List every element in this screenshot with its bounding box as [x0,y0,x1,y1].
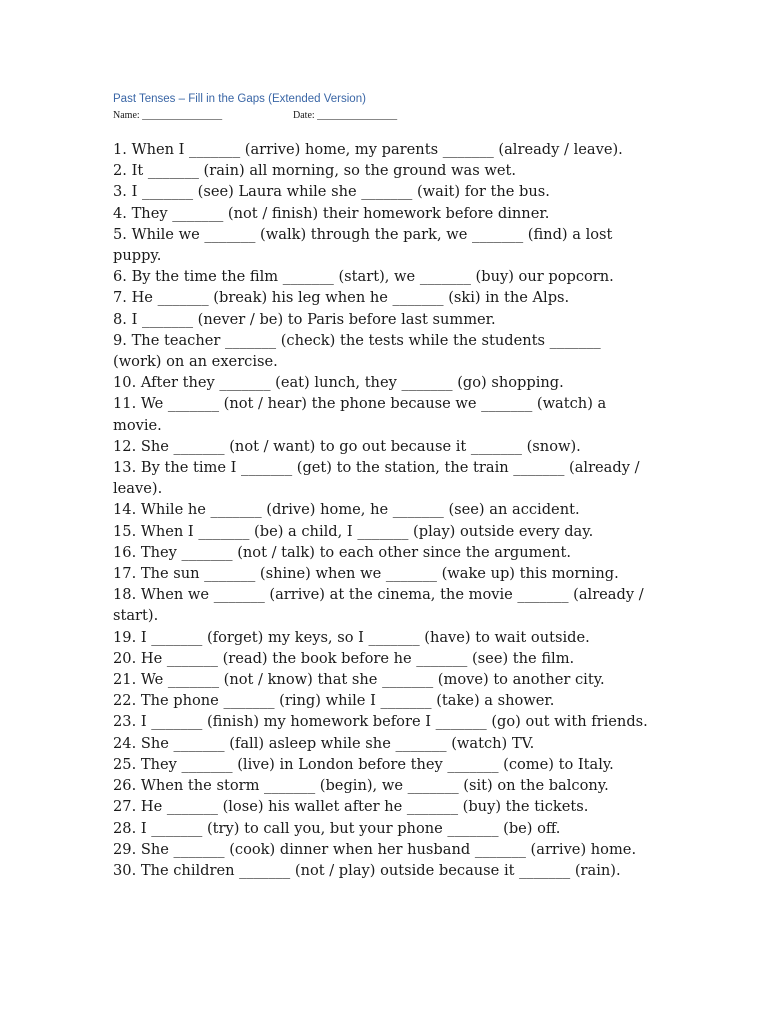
exercise-item: 29. She _______ (cook) dinner when her husband _______ (arrive) home. [113,840,637,858]
exercise-item: 19. I _______ (forget) my keys, so I _______ (have) to wait outside. [113,628,590,646]
exercise-item: 24. She _______ (fall) asleep while she _______ (watch) TV. [113,734,535,752]
exercise-item: 21. We _______ (not / know) that she _______ (move) to another city. [113,671,605,689]
document-title: Past Tenses – Fill in the Gaps (Extended Version) [113,93,366,105]
exercise-item: 8. I _______ (never / be) to Paris before last summer. [113,310,496,328]
exercise-item: 25. They _______ (live) in London before they _______ (come) to Italy. [113,755,614,773]
exercise-item: 14. While he _______ (drive) home, he _______ (see) an accident. [113,501,580,519]
exercise-item: 12. She _______ (not / want) to go out because it _______ (snow). [113,437,581,455]
exercise-item: 22. The phone _______ (ring) while I _______ (take) a shower. [113,692,555,710]
exercise-item: 27. He _______ (lose) his wallet after he _______ (buy) the tickets. [113,798,589,816]
exercise-item: 9. The teacher _______ (check) the tests while the students _______ (work) on an exercise. [113,331,601,371]
exercise-item: 23. I _______ (finish) my homework before I _______ (go) out with friends. [113,713,648,731]
exercise-item: 5. While we _______ (walk) through the park, we _______ (find) a lost puppy. [113,225,613,265]
exercise-item: 28. I _______ (try) to call you, but your phone _______ (be) off. [113,819,561,837]
exercise-item: 7. He _______ (break) his leg when he _______ (ski) in the Alps. [113,289,570,307]
exercise-item: 13. By the time I _______ (get) to the station, the train _______ (already / leave). [113,459,640,498]
exercise-item: 2. It _______ (rain) all morning, so the ground was wet. [113,162,516,180]
exercise-item: 1. When I _______ (arrive) home, my parents _______ (already / leave). [113,141,623,158]
exercise-item: 26. When the storm _______ (begin), we _______ (sit) on the balcony. [113,777,609,795]
exercise-item: 11. We _______ (not / hear) the phone because we _______ (watch) a movie. [113,395,607,434]
name-date-row [113,110,398,121]
exercise-item: 10. After they _______ (eat) lunch, they _______ (go) shopping. [113,374,564,392]
date-field: Date: ________________ [293,110,398,121]
exercise-list [113,139,653,881]
exercise-item: 30. The children _______ (not / play) outside because it _______ (rain). [113,861,621,879]
exercise-item: 15. When I _______ (be) a child, I _______ (play) outside every day. [113,522,594,540]
exercise-item: 20. He _______ (read) the book before he _______ (see) the film. [113,649,575,667]
exercise-item: 6. By the time the film _______ (start), we _______ (buy) our popcorn. [113,268,614,286]
exercise-item: 16. They _______ (not / talk) to each other since the argument. [113,543,572,561]
exercise-item: 18. When we _______ (arrive) at the cinema, the movie _______ (already / start). [113,586,644,625]
exercise-item: 17. The sun _______ (shine) when we _______ (wake up) this morning. [113,565,619,583]
exercise-item: 4. They _______ (not / finish) their homework before dinner. [113,204,550,222]
name-field: Name: ________________ [113,110,223,121]
exercise-item: 3. I _______ (see) Laura while she _______ (wait) for the bus. [113,183,550,201]
